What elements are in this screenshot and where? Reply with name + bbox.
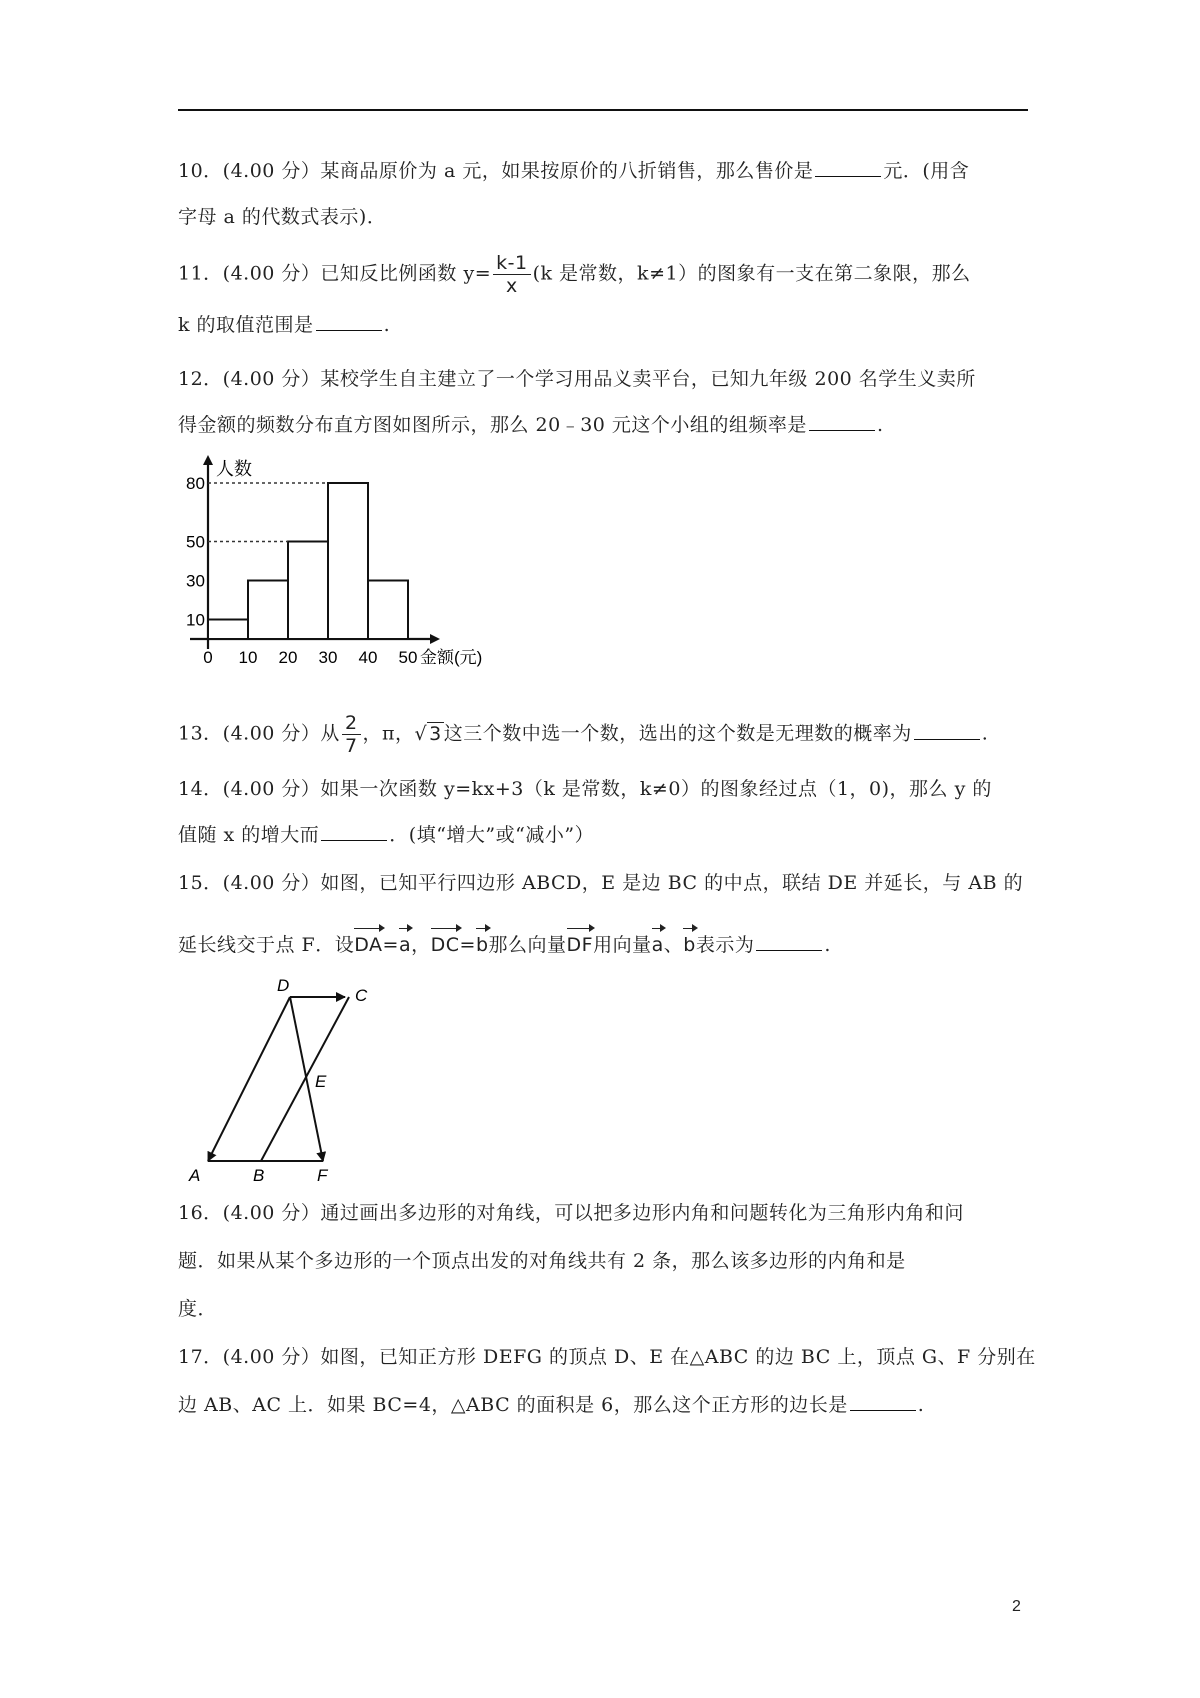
q13-period: . bbox=[981, 722, 989, 745]
q12-line2 bbox=[178, 412, 883, 438]
q15-period: . bbox=[824, 934, 831, 956]
x-axis-label: 金额(元) bbox=[420, 648, 483, 667]
y-axis-arrow bbox=[203, 455, 213, 465]
histogram-bar bbox=[368, 581, 408, 640]
q17-line2 bbox=[178, 1392, 924, 1418]
q11-period: . bbox=[383, 314, 391, 336]
q12-blank bbox=[809, 412, 875, 431]
label-f: F bbox=[317, 1166, 328, 1185]
q13-sqrt: √ 3 bbox=[414, 722, 442, 745]
x-tick-label: 20 bbox=[278, 648, 298, 667]
q15-line1: 15．(4.00 分）如图，已知平行四边形 ABCD，E 是边 BC 的中点，联结 DE 并延长，与 AB 的 bbox=[178, 872, 1024, 894]
q13-pi: ，π， bbox=[362, 722, 415, 745]
q14-line1: 14．(4.00 分）如果一次函数 y=kx+3（k 是常数，k≠0）的图象经过点（1，0)，那么 y 的 bbox=[178, 778, 992, 800]
q17-period: . bbox=[917, 1394, 925, 1416]
q13-text: 13．(4.00 分）从 bbox=[178, 722, 340, 745]
page-number: 2 bbox=[1012, 1598, 1021, 1615]
q15-text: 延长线交于点 F．设 bbox=[178, 934, 355, 956]
q15-comma: ， bbox=[411, 934, 431, 956]
label-e: E bbox=[315, 1072, 327, 1091]
q11-text2: k 的取值范围是 bbox=[178, 314, 314, 336]
q16-line1: 16．(4.00 分）通过画出多边形的对角线，可以把多边形内角和问题转化为三角形内角和问 bbox=[178, 1202, 964, 1224]
segment-cb bbox=[261, 997, 349, 1161]
q12-period: . bbox=[876, 414, 884, 436]
q15-blank bbox=[756, 932, 822, 951]
header-rule bbox=[178, 109, 1028, 111]
vector-b-2: b bbox=[683, 928, 696, 958]
y-tick-label: 50 bbox=[186, 532, 205, 552]
label-a: A bbox=[189, 1166, 201, 1185]
vector-df: DF bbox=[567, 928, 594, 958]
q13-line1 bbox=[178, 712, 988, 757]
x-tick-label: 50 bbox=[398, 648, 418, 667]
q11-fraction-numerator: k-1 bbox=[493, 252, 530, 275]
q15-text-b: 那么向量 bbox=[488, 934, 567, 956]
x-tick-label: 0 bbox=[203, 648, 213, 667]
histogram-bar bbox=[288, 542, 328, 640]
q15-equals-1: = bbox=[382, 934, 399, 956]
q13-sqrt-arg: 3 bbox=[429, 722, 442, 745]
q15-text-d: 表示为 bbox=[695, 934, 755, 956]
y-axis-label: 人数 bbox=[216, 459, 252, 479]
q10-text: 10．(4.00 分）某商品原价为 a 元，如果按原价的八折销售，那么售价是 bbox=[178, 160, 814, 182]
vector-a-2: a bbox=[652, 928, 664, 958]
q13-text-cont: 这三个数中选一个数，选出的这个数是无理数的概率为 bbox=[443, 722, 912, 745]
q10-line1 bbox=[178, 158, 969, 184]
vector-da-line bbox=[208, 997, 290, 1161]
q15-equals-2: = bbox=[459, 934, 476, 956]
q11-text-cont: (k 是常数，k≠1）的图象有一支在第二象限，那么 bbox=[532, 262, 971, 285]
q14-line2 bbox=[178, 822, 594, 848]
vector-a: a bbox=[399, 928, 411, 958]
q14-text-end: ．(填“增大”或“减小”） bbox=[389, 824, 595, 846]
q13-fraction bbox=[342, 712, 361, 757]
x-tick-label: 10 bbox=[238, 648, 258, 667]
label-b: B bbox=[253, 1166, 265, 1185]
q16-line2: 题．如果从某个多边形的一个顶点出发的对角线共有 2 条，那么该多边形的内角和是 bbox=[178, 1250, 906, 1272]
label-c: C bbox=[355, 986, 368, 1005]
q11-line1 bbox=[178, 252, 971, 297]
parallelogram-figure bbox=[175, 975, 395, 1185]
histogram-chart bbox=[170, 455, 490, 685]
vector-b: b bbox=[476, 928, 489, 958]
q13-fraction-denominator: 7 bbox=[344, 735, 358, 757]
q10-blank bbox=[815, 158, 881, 177]
q10-line2: 字母 a 的代数式表示)． bbox=[178, 206, 387, 228]
q15-line2 bbox=[178, 928, 831, 958]
q17-blank bbox=[850, 1392, 916, 1411]
q11-blank bbox=[316, 312, 382, 331]
q13-fraction-numerator: 2 bbox=[342, 712, 361, 735]
q10-text-end: 元．(用含 bbox=[883, 160, 970, 182]
vector-dc: DC bbox=[431, 928, 460, 958]
histogram-bar bbox=[328, 483, 368, 639]
q11-fraction-denominator: x bbox=[505, 275, 518, 297]
q14-text: 值随 x 的增大而 bbox=[178, 824, 320, 846]
q17-line1: 17．(4.00 分）如图，已知正方形 DEFG 的顶点 D、E 在△ABC 的边 BC 上，顶点 G、F 分别在 bbox=[178, 1346, 1036, 1368]
q12-line1: 12．(4.00 分）某校学生自主建立了一个学习用品义卖平台，已知九年级 200 名学生义卖所 bbox=[178, 368, 976, 390]
q11-line2 bbox=[178, 312, 390, 338]
label-d: D bbox=[277, 976, 290, 995]
q14-blank bbox=[321, 822, 387, 841]
x-axis-arrow bbox=[430, 634, 440, 644]
q15-separator: 、 bbox=[663, 934, 684, 956]
x-tick-label: 40 bbox=[358, 648, 378, 667]
q16-line3: 度． bbox=[178, 1298, 218, 1320]
histogram-bar bbox=[248, 581, 288, 640]
y-tick-label: 30 bbox=[186, 571, 205, 591]
q11-fraction bbox=[493, 252, 530, 297]
x-tick-label: 30 bbox=[318, 648, 338, 667]
vector-da: DA bbox=[354, 928, 382, 958]
q12-text: 得金额的频数分布直方图如图所示，那么 20﹣30 元这个小组的组频率是 bbox=[178, 414, 807, 436]
y-tick-label: 80 bbox=[186, 474, 205, 493]
q17-text: 边 AB、AC 上．如果 BC=4，△ABC 的面积是 6，那么这个正方形的边长是 bbox=[178, 1394, 848, 1416]
y-tick-label: 10 bbox=[186, 610, 205, 630]
histogram-bar bbox=[208, 620, 248, 640]
q15-text-c: 用向量 bbox=[593, 934, 652, 956]
q13-blank bbox=[914, 721, 980, 740]
q11-text: 11．(4.00 分）已知反比例函数 y= bbox=[178, 262, 492, 285]
